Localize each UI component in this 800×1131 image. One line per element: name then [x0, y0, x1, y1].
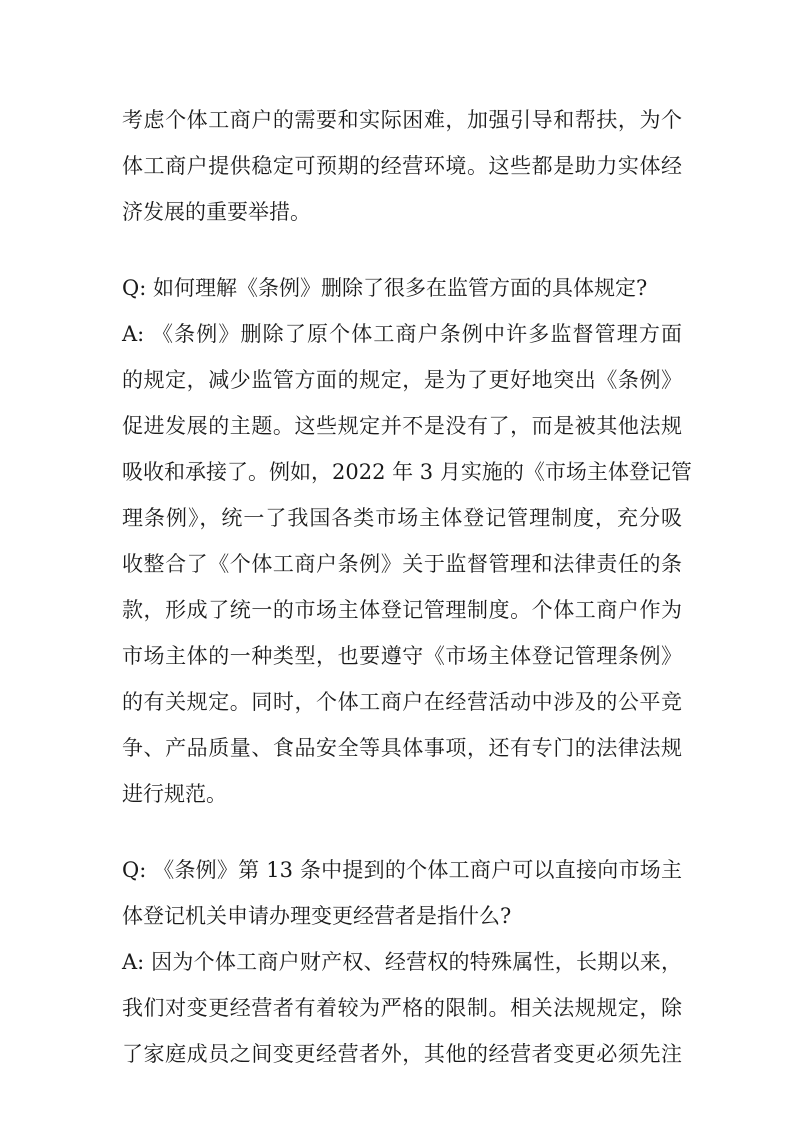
- answer-line: 市场主体的一种类型，也要遵守《市场主体登记管理条例》: [122, 644, 682, 668]
- answer-line: 的有关规定。同时，个体工商户在经营活动中涉及的公平竞: [122, 690, 682, 714]
- answer-line: 进行规范。: [122, 782, 227, 806]
- answer-line: 收整合了《个体工商户条例》关于监督管理和法律责任的条: [122, 552, 682, 576]
- answer-line: 款，形成了统一的市场主体登记管理制度。个体工商户作为: [122, 598, 682, 622]
- paragraph-line: 考虑个体工商户的需要和实际困难，加强引导和帮扶，为个: [122, 108, 682, 132]
- answer-line: 理条例》，统一了我国各类市场主体登记管理制度，充分吸: [122, 506, 682, 530]
- question-line: Q: 《条例》第 13 条中提到的个体工商户可以直接向市场主: [122, 858, 682, 882]
- answer-line: 了家庭成员之间变更经营者外，其他的经营者变更必须先注: [122, 1042, 682, 1066]
- answer-line: 吸收和承接了。例如，2022 年 3 月实施的《市场主体登记管: [122, 460, 692, 484]
- answer-line: 争、产品质量、食品安全等具体事项，还有专门的法律法规: [122, 736, 682, 760]
- answer-line: 我们对变更经营者有着较为严格的限制。相关法规规定，除: [122, 996, 682, 1020]
- answer-line: A: 《条例》删除了原个体工商户条例中许多监督管理方面: [122, 322, 682, 346]
- answer-line: A: 因为个体工商户财产权、经营权的特殊属性，长期以来，: [122, 950, 682, 974]
- paragraph-line: 体工商户提供稳定可预期的经营环境。这些都是助力实体经: [122, 154, 682, 178]
- answer-line: 促进发展的主题。这些规定并不是没有了，而是被其他法规: [122, 414, 682, 438]
- paragraph-line: 济发展的重要举措。: [122, 200, 311, 224]
- answer-line: 的规定，减少监管方面的规定，是为了更好地突出《条例》: [122, 368, 682, 392]
- question-line: 体登记机关申请办理变更经营者是指什么?: [122, 904, 512, 928]
- question-line: Q: 如何理解《条例》删除了很多在监管方面的具体规定?: [122, 276, 648, 300]
